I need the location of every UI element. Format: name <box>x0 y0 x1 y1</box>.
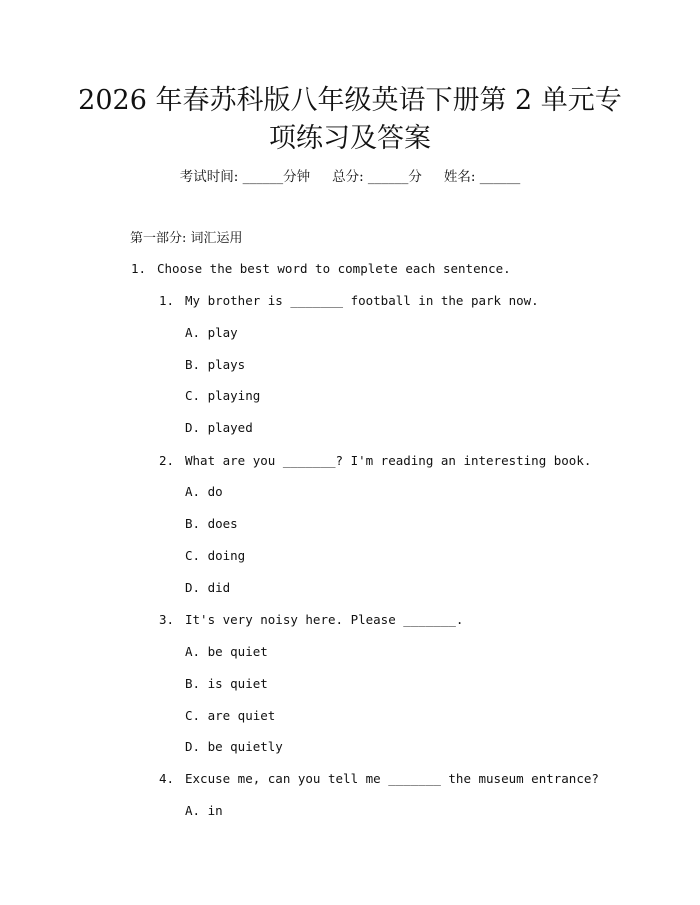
option-a: A. do <box>185 484 223 499</box>
option-c: C. doing <box>185 548 246 563</box>
main-question-number: 1. <box>131 261 147 276</box>
option-a: A. be quiet <box>185 644 268 659</box>
option-b: B. is quiet <box>185 676 268 691</box>
exam-time: 考试时间: ______分钟 <box>179 169 311 185</box>
exam-meta <box>0 167 700 187</box>
question-text: My brother is _______ football in the park now. <box>185 293 539 308</box>
question-text: Excuse me, can you tell me _______ the museum entrance? <box>185 771 599 786</box>
question-text: It's very noisy here. Please _______. <box>185 612 464 627</box>
question-text: What are you _______? I'm reading an interesting book. <box>185 453 592 468</box>
exam-name: 姓名: ______ <box>443 169 521 185</box>
option-a: A. play <box>185 325 238 340</box>
document-title-line-2: 项练习及答案 <box>269 123 431 154</box>
question-number: 4. <box>159 771 175 786</box>
option-c: C. playing <box>185 388 261 403</box>
main-question-text: Choose the best word to complete each sentence. <box>157 261 511 276</box>
option-c: C. are quiet <box>185 708 276 723</box>
exam-total-score: 总分: ______分 <box>332 169 422 185</box>
question-number: 1. <box>159 293 175 308</box>
option-b: B. does <box>185 516 238 531</box>
option-d: D. played <box>185 420 253 435</box>
option-b: B. plays <box>185 357 246 372</box>
section-title: 第一部分: 词汇运用 <box>130 231 243 246</box>
question-number: 2. <box>159 453 175 468</box>
option-d: D. be quietly <box>185 739 283 754</box>
option-a: A. in <box>185 803 223 818</box>
question-number: 3. <box>159 612 175 627</box>
document-title-line-1: 2026 年春苏科版八年级英语下册第 2 单元专 <box>78 85 622 116</box>
option-d: D. did <box>185 580 231 595</box>
